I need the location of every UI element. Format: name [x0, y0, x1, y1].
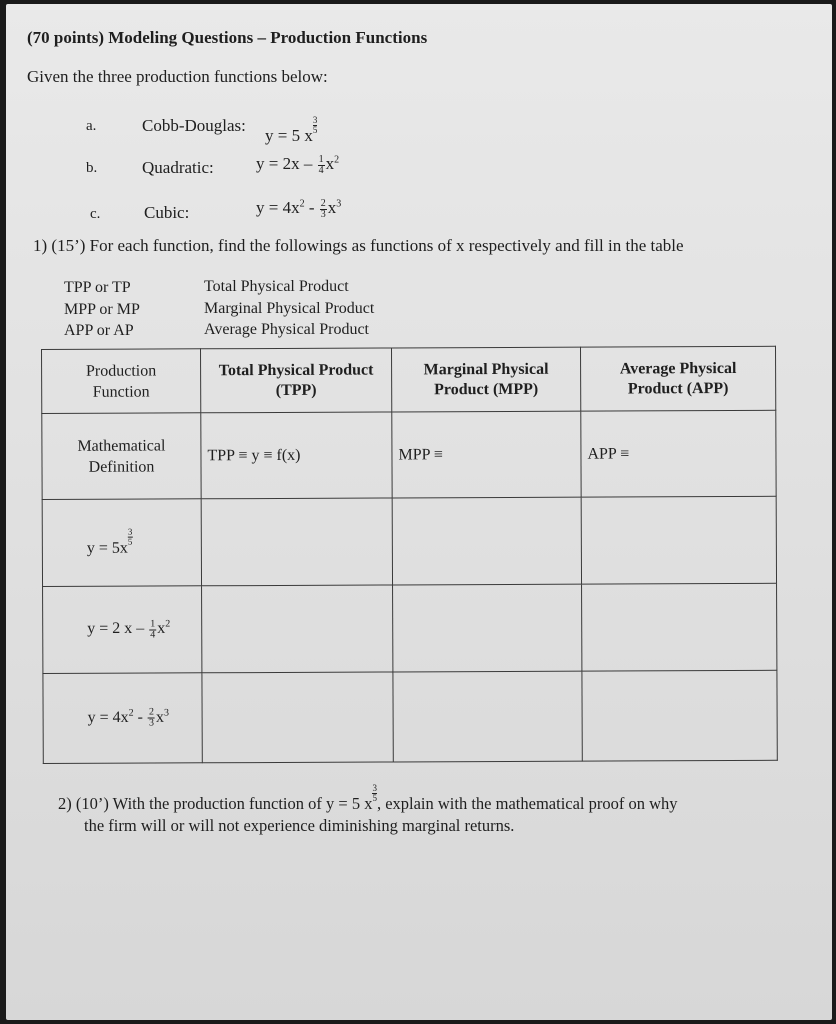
function-b-equation: [256, 154, 339, 176]
header-col2-line1: Total Physical Product: [218, 361, 374, 379]
function-c-frac-den: 3: [320, 208, 326, 220]
function-b-frac-den: 4: [318, 164, 324, 176]
header-tpp: [201, 348, 392, 413]
row3-mpp-cell[interactable]: [393, 671, 582, 762]
row3-eq-var: x: [155, 708, 165, 726]
function-c-name: Cubic:: [144, 203, 190, 222]
abbr-app-long: Average Physical Product: [204, 321, 369, 338]
row3-eq-left: y = 4x: [87, 708, 129, 727]
header-col4-line1: Average Physical: [619, 359, 737, 377]
function-a-exponent: [313, 116, 318, 135]
question-2-exp-den: 5: [372, 793, 377, 803]
definition-app-text: APP ≡: [587, 444, 630, 463]
answer-table: [41, 346, 778, 764]
row1-exp-num: 3: [127, 526, 133, 537]
row2-frac-num: 1: [150, 618, 156, 630]
row2-eq-var: x: [157, 620, 166, 638]
header-col1-line2: Function: [92, 383, 150, 401]
function-b-frac-num: 1: [318, 153, 324, 165]
function-c-eq-power2: 3: [336, 198, 342, 210]
page-title: (70 points) Modeling Questions – Production Functions: [27, 28, 428, 47]
definition-mpp-text: MPP ≡: [398, 445, 443, 463]
header-col3-line1: Marginal Physical: [423, 360, 549, 378]
question-2-suffix: , explain with the mathematical proof on why: [376, 794, 678, 813]
row2-frac-den: 4: [150, 629, 156, 641]
definition-tpp-text: TPP ≡ y ≡ f(x): [207, 446, 301, 464]
function-a-name: Cobb-Douglas:: [142, 116, 246, 135]
question-2: [58, 784, 678, 837]
header-col4-line2: Product (APP): [627, 379, 729, 397]
abbr-tpp-short: TPP or TP: [64, 279, 131, 296]
row3-tpp-cell[interactable]: [202, 672, 393, 763]
header-col3-line2: Product (MPP): [434, 380, 539, 398]
question-2-line1: [58, 784, 678, 815]
header-col2-line2: (TPP): [275, 381, 317, 399]
function-a-eq-base: y = 5 x: [265, 126, 313, 145]
abbr-app-short: APP or AP: [64, 322, 134, 339]
definition-label-line2: Definition: [88, 458, 155, 476]
function-b-name: Quadratic:: [142, 158, 214, 177]
function-c-equation: [256, 198, 341, 220]
row-quadratic-function: [43, 586, 202, 674]
row2-fraction: [149, 619, 156, 640]
row2-eq-left: y = 2 x –: [87, 620, 145, 638]
table-row: [42, 410, 776, 499]
abbr-tpp-long: Total Physical Product: [204, 278, 349, 295]
row2-tpp-cell[interactable]: [202, 585, 393, 673]
header-col1-line1: Production: [85, 361, 157, 380]
row-cubic-function: [43, 673, 202, 764]
header-mpp: [391, 347, 580, 412]
row-cobb-douglas-function: [42, 499, 201, 587]
question-1: 1) (15’) For each function, find the followings as functions of x respectively and fill in the table: [33, 236, 684, 255]
table-header-row: [42, 346, 776, 413]
function-b-eq-power: 2: [334, 154, 340, 166]
definition-app-cell[interactable]: [581, 410, 776, 497]
table-row: [42, 496, 776, 586]
row1-exp-den: 5: [127, 536, 133, 547]
row2-mpp-cell[interactable]: [393, 584, 582, 672]
row3-frac-den: 3: [148, 717, 155, 729]
intro-text: Given the three production functions below:: [27, 67, 328, 86]
function-c-frac-num: 2: [320, 197, 326, 209]
definition-mpp-cell[interactable]: [392, 411, 581, 498]
row3-eq-power2: 3: [163, 707, 169, 719]
row1-app-cell[interactable]: [581, 496, 776, 584]
row2-eq-power: 2: [165, 618, 171, 630]
abbr-mpp-long: Marginal Physical Product: [204, 300, 375, 317]
function-c-eq-var: x: [327, 198, 337, 217]
function-b-letter: b.: [86, 160, 98, 176]
table-row: [43, 670, 777, 763]
question-2-line2: the firm will or will not experience diminishing marginal returns.: [84, 816, 515, 835]
row1-mpp-cell[interactable]: [392, 497, 581, 585]
function-c-eq-minus: -: [304, 198, 315, 217]
row3-eq-power1: 2: [128, 707, 134, 719]
function-c-eq-power1: 2: [299, 198, 305, 210]
function-b-eq-var: x: [325, 154, 335, 173]
row1-exponent: [128, 528, 133, 547]
row1-eq-base: y = 5x: [86, 539, 128, 557]
function-a-exp-num: 3: [312, 115, 318, 125]
function-b-eq-left: y = 2x –: [256, 154, 313, 173]
function-a-exp-den: 5: [312, 125, 318, 135]
function-a-letter: a.: [86, 118, 97, 134]
row2-app-cell[interactable]: [582, 583, 777, 671]
row1-tpp-cell[interactable]: [201, 498, 392, 586]
question-2-prefix: 2) (10’) With the production function of y = 5 x: [58, 794, 373, 813]
row3-eq-minus: -: [133, 708, 144, 726]
abbr-mpp-short: MPP or MP: [64, 301, 140, 318]
function-c-fraction: [320, 199, 327, 220]
header-app: [580, 346, 775, 411]
function-a-equation: [265, 116, 317, 146]
question-2-exp-num: 3: [372, 783, 377, 793]
worksheet-page: [6, 4, 832, 1020]
header-production-function: [42, 349, 201, 414]
definition-label-cell: [42, 413, 201, 500]
function-c-letter: c.: [90, 206, 101, 222]
row3-frac-num: 2: [148, 706, 154, 718]
definition-label-line1: Mathematical: [77, 436, 166, 455]
definition-tpp-cell[interactable]: [201, 412, 392, 499]
row3-fraction: [148, 708, 155, 729]
row3-app-cell[interactable]: [582, 670, 777, 761]
table-row: [43, 583, 777, 673]
function-c-eq-left: y = 4x: [256, 198, 300, 217]
function-b-fraction: [318, 155, 325, 176]
